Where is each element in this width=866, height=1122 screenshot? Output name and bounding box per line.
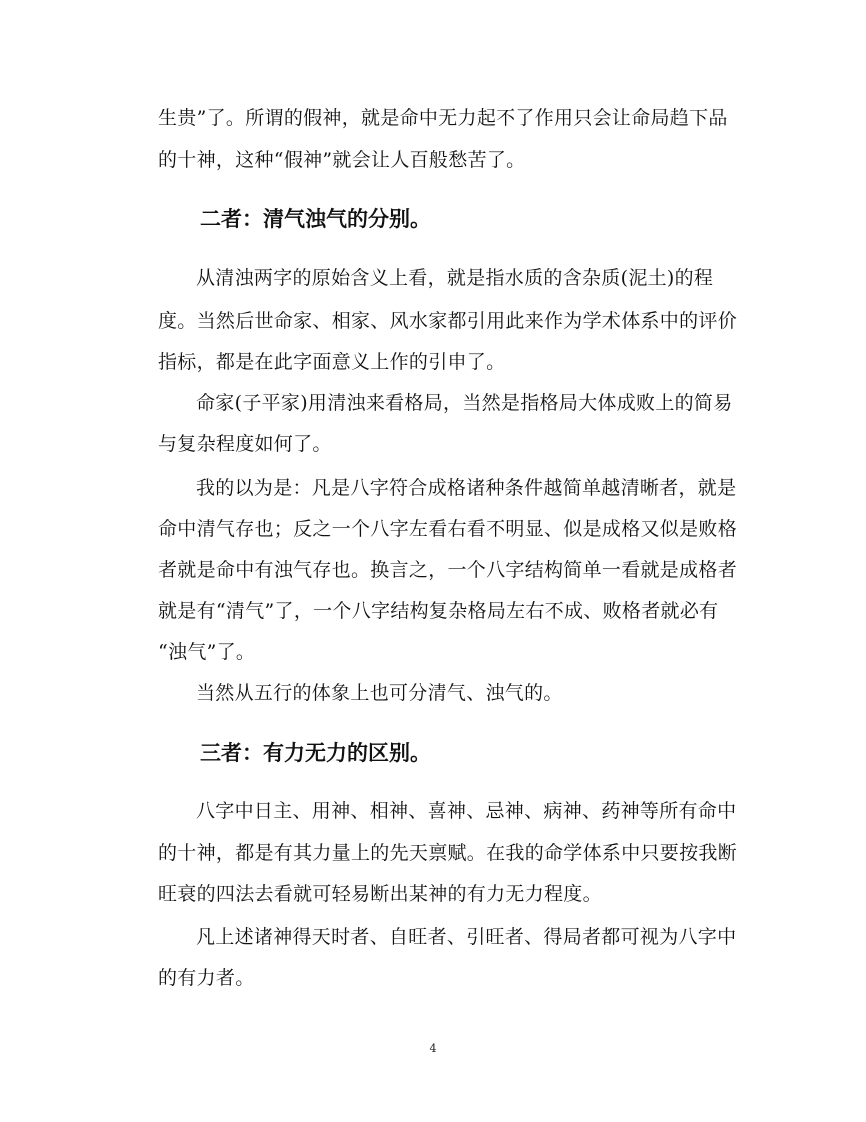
paragraph-line: 指标，都是在此字面意义上作的引申了。 (158, 351, 506, 373)
section-heading-strength: 三者：有力无力的区别。 (200, 741, 431, 765)
paragraph-line: 者就是命中有浊气存也。换言之，一个八字结构简单一看就是成格者 (158, 559, 738, 581)
intro-line-2: 的十神，这种“假神”就会让人百般愁苦了。 (158, 149, 526, 171)
paragraph-line: 八字中日主、用神、相神、喜神、忌神、病神、药神等所有命中 (196, 800, 737, 822)
paragraph-line: 当然从五行的体象上也可分清气、浊气的。 (196, 682, 563, 704)
paragraph-line: 就是有“清气”了，一个八字结构复杂格局左右不成、败格者就必有 (158, 600, 719, 622)
paragraph-line: 旺衰的四法去看就可轻易断出某神的有力无力程度。 (158, 883, 602, 905)
page-number: 4 (429, 1042, 437, 1055)
paragraph-line: 与复杂程度如何了。 (158, 433, 332, 455)
section-heading-clear-turbid: 二者：清气浊气的分别。 (200, 207, 431, 231)
paragraph-line: “浊气”了。 (158, 641, 256, 663)
paragraph-line: 的有力者。 (158, 967, 255, 989)
paragraph-line: 的十神，都是有其力量上的先天禀赋。在我的命学体系中只要按我断 (158, 842, 738, 864)
paragraph-line: 我的以为是：凡是八字符合成格诸种条件越简单越清晰者，就是 (196, 477, 737, 499)
intro-line-1: 生贵”了。所谓的假神，就是命中无力起不了作用只会让命局趋下品 (158, 107, 728, 129)
paragraph-line: 度。当然后世命家、相家、风水家都引用此来作为学术体系中的评价 (158, 310, 738, 332)
paragraph-line: 凡上述诸神得天时者、自旺者、引旺者、得局者都可视为八字中 (196, 926, 737, 948)
paragraph-line: 命中清气存也；反之一个八字左看右看不明显、似是成格又似是败格 (158, 518, 738, 540)
paragraph-line: 从清浊两字的原始含义上看，就是指水质的含杂质(泥土)的程 (196, 267, 714, 289)
paragraph-line: 命家(子平家)用清浊来看格局，当然是指格局大体成败上的简易 (196, 392, 733, 414)
